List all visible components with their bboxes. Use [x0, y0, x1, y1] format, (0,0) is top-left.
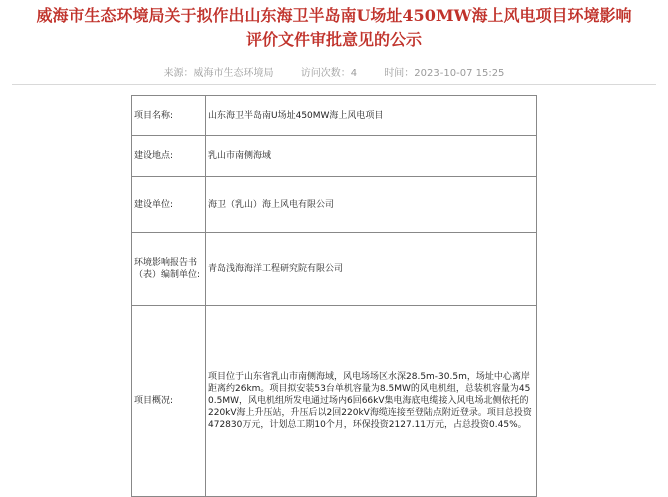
- project-name-value: 山东海卫半岛南U场址450MW海上风电项目: [206, 96, 537, 136]
- project-name-label: 项目名称:: [132, 96, 206, 136]
- article-time: 时间：2023-10-07 15:25: [384, 68, 505, 79]
- overview-value: 项目位于山东省乳山市南侧海域，风电场场区水深28.5m-30.5m，场址中心离岸距离约26km。项目拟安装53台单机容量为8.5MW的风电机组，总装机容量为450.5MW，风电机组所发电通过场内6回66kV集电海底电缆接入风电场北侧依托的220kV海上升压站，升压后以2回220kV海缆连接至登陆点附近登录。项目总投资472830万元，计划总工期10个月，环保投资2127.11万元，占总投资0.45%。: [206, 306, 537, 497]
- article-source: 来源：威海市生态环境局: [163, 68, 274, 79]
- article-title-line-1: 威海市生态环境局关于拟作出山东海卫半岛南U场址450MW海上风电项目环境影响: [36, 6, 632, 25]
- table-row: [132, 136, 537, 177]
- table-row: [132, 306, 537, 497]
- article-meta: [0, 64, 668, 79]
- divider: [12, 84, 656, 85]
- article-visits: 访问次数：4: [300, 68, 358, 79]
- location-value: 乳山市南侧海域: [206, 136, 537, 177]
- eia-compiler-value: 青岛浅海海洋工程研究院有限公司: [206, 233, 537, 306]
- builder-value: 海卫（乳山）海上风电有限公司: [206, 177, 537, 233]
- eia-compiler-label: 环境影响报告书（表）编制单位:: [132, 233, 206, 306]
- location-label: 建设地点:: [132, 136, 206, 177]
- project-info-table: [131, 95, 537, 497]
- builder-label: 建设单位:: [132, 177, 206, 233]
- table-row: [132, 233, 537, 306]
- table-row: [132, 96, 537, 136]
- article-title-line-2: 评价文件审批意见的公示: [245, 30, 422, 49]
- table-row: [132, 177, 537, 233]
- overview-label: 项目概况:: [132, 306, 206, 497]
- article-title: [0, 4, 668, 52]
